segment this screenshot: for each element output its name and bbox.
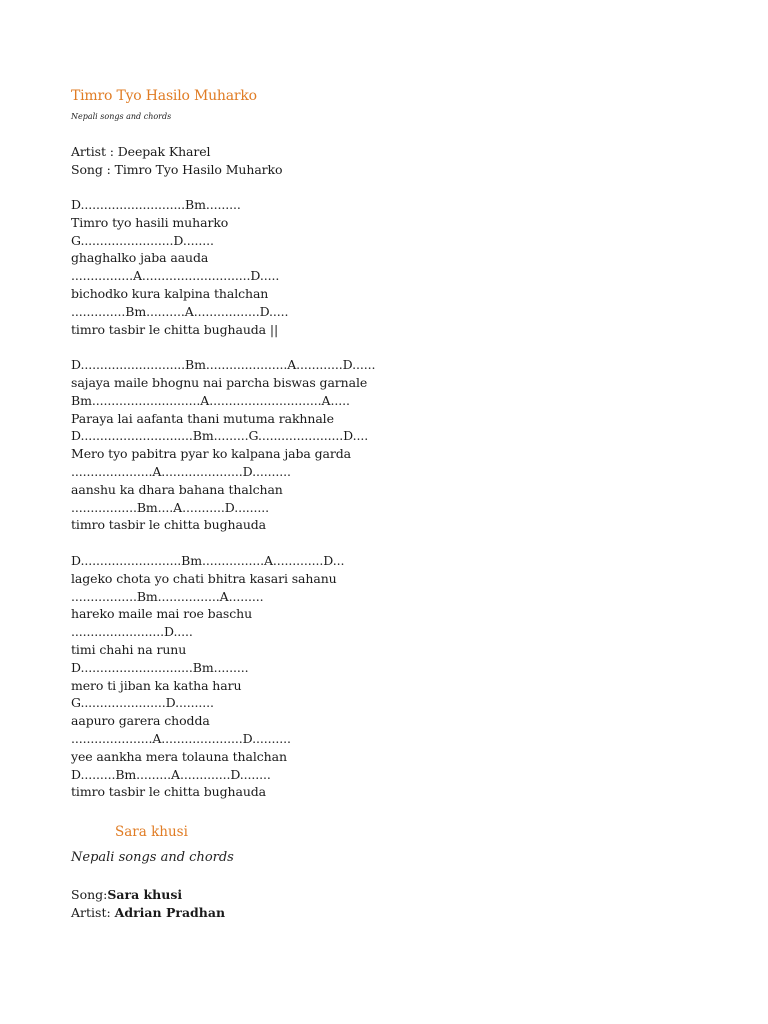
song2-artist-line: Artist: Adrian Pradhan bbox=[71, 904, 226, 920]
chord-line: D..........................Bm................A.............D... bbox=[71, 552, 345, 568]
lyric-line: Timro tyo hasili muharko bbox=[71, 214, 229, 230]
stanza-gap bbox=[71, 338, 375, 356]
chord-line: D.............................Bm.........G......................D.... bbox=[71, 428, 369, 444]
chord-line: ................A............................D..... bbox=[71, 268, 280, 284]
song2-subtitle: Nepali songs and chords bbox=[71, 850, 234, 865]
chord-line: .....................A.....................D.......... bbox=[71, 463, 291, 479]
song-title: Timro Tyo Hasilo Muharko bbox=[71, 88, 257, 104]
lyric-line: sajaya maile bhognu nai parcha biswas garnale bbox=[71, 374, 368, 390]
chord-line: D...........................Bm.....................A............D...... bbox=[71, 357, 376, 373]
stanza-gap bbox=[71, 534, 375, 552]
lyric-line: yee aankha mera tolauna thalchan bbox=[71, 748, 287, 764]
lyric-line: aanshu ka dhara bahana thalchan bbox=[71, 481, 283, 497]
lyric-line: ghaghalko jaba aauda bbox=[71, 250, 209, 266]
lyric-line: Mero tyo pabitra pyar ko kalpana jaba garda bbox=[71, 446, 351, 462]
song-meta bbox=[71, 143, 282, 179]
chord-line: ..............Bm..........A.................D..... bbox=[71, 303, 289, 319]
chord-line: D.........Bm.........A.............D........ bbox=[71, 766, 271, 782]
lyric-line: Paraya lai aafanta thani mutuma rakhnale bbox=[71, 410, 334, 426]
chord-line: ........................D..... bbox=[71, 624, 193, 640]
song2-artist-value: Adrian Pradhan bbox=[114, 904, 226, 920]
song-line: Song : Timro Tyo Hasilo Muharko bbox=[71, 161, 283, 177]
chord-line: Bm............................A.............................A..... bbox=[71, 392, 350, 408]
song2-song-value: Sara khusi bbox=[107, 887, 183, 902]
chord-line: D...........................Bm......... bbox=[71, 197, 241, 212]
song2-title: Sara khusi bbox=[115, 824, 188, 840]
song2-meta bbox=[71, 886, 225, 922]
lyric-line: timro tasbir le chitta bughauda bbox=[71, 784, 267, 800]
lyric-line: aapuro garera chodda bbox=[71, 713, 210, 729]
song-subtitle: Nepali songs and chords bbox=[71, 112, 172, 121]
song2-song-line: Song:Sara khusi bbox=[71, 887, 183, 902]
chord-line: .................Bm....A...........D......... bbox=[71, 499, 270, 515]
lyric-line: timi chahi na runu bbox=[71, 641, 187, 657]
lyrics-block bbox=[71, 196, 375, 801]
lyric-line: bichodko kura kalpina thalchan bbox=[71, 285, 269, 301]
lyric-line: lageko chota yo chati bhitra kasari sahanu bbox=[71, 570, 337, 586]
lyric-line: mero ti jiban ka katha haru bbox=[71, 677, 242, 693]
chord-line: G........................D........ bbox=[71, 232, 214, 248]
lyric-line: hareko maile mai roe baschu bbox=[71, 606, 253, 622]
lyric-line: timro tasbir le chitta bughauda bbox=[71, 517, 267, 533]
chord-line: .....................A.....................D.......... bbox=[71, 730, 291, 746]
chord-line: .................Bm................A......... bbox=[71, 588, 264, 604]
artist-line: Artist : Deepak Kharel bbox=[71, 144, 211, 159]
lyric-line: timro tasbir le chitta bughauda || bbox=[71, 321, 279, 337]
chord-line: G......................D.......... bbox=[71, 695, 214, 711]
chord-line: D.............................Bm......... bbox=[71, 659, 249, 675]
